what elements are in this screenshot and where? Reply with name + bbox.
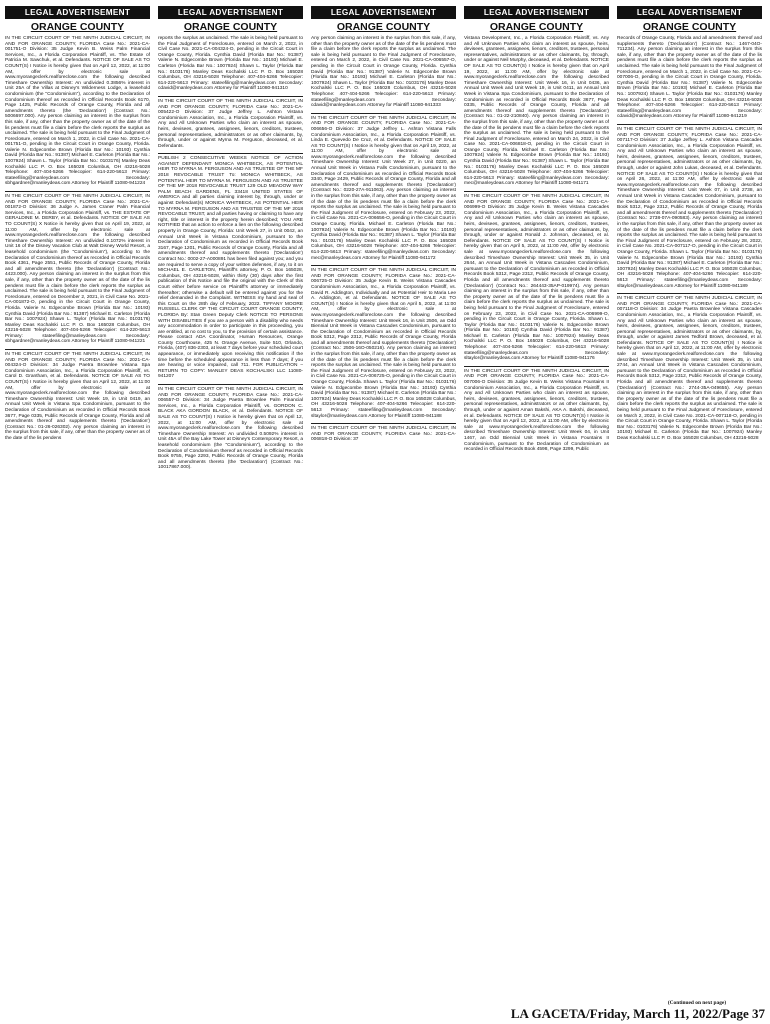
notice-divider [158, 384, 303, 385]
county-heading: ORANGE COUNTY [336, 21, 431, 33]
legal-notice: IN THE CIRCUIT COURT OF THE NINTH JUDICIAL CIRCUIT, IN AND FOR ORANGE COUNTY, FLORIDA Case No.: 2021-CA-006999-O Division: 35 Judge Kevin B. Weiss Vistana Cascades Condominium Association, Inc., a Florida Corporation Plaintiff, vs. Any and All Unknown Parties who claim an interest as spouse, heirs, devisees, grantees, assignees, lienors, creditors, trustees, personal representatives, administrators or as other claimants, by, through, under or against Ronald J. Johnson, deceased, et al. Defendants. NOTICE OF SALE AS TO COUNT(S) I Notice is hereby given that on April 5, 2022, at 11:00 AM, offer by electronic sale at www.myorangeclerk.realforeclose.com the following described Timeshare Ownership Interest: Unit Week 35, in Unit 2644, an Annual Unit Week in Vistana Cascades Condominium, pursuant to the Declaration of Condominium as recorded in Official Records Book 5312, Page 2312, Public Records of Orange County, Florida and all amendments thereof and supplements thereto ('Declaration') (Contract No.: 264443-35AP-019974). Any person claiming an interest in the surplus from this sale, if any, other than the property owner as of the date of the lis pendens must file a claim before the clerk reports the surplus as unclaimed. The sale is being held pursuant to the Final Judgment of Foreclosure, entered on February 23, 2022, in Civil Case No. 2021-CA-006999-O, pending in the Circuit Court in Orange County, Florida. Shawn L. Taylor (Florida Bar No.: 0103176) Valerie N. Edgecombe Brown (Florida Bar No.: 10193) Cynthia David (Florida Bar No.: 91387) Michael E. Carleton (Florida Bar No.: 1007924) Manley Deas Kochalski LLC P. O. Box 165028 Columbus, OH 43216-5028 Telephone: 407-404-5266 Telecopier: 614-220-5613 Primary: stateefiling@manleydeas.com Secondary: sltaylor@manleydeas.com Attorney for Plaintiff 11080-941176 [464, 194, 609, 362]
legal-advertisement-header: LEGAL ADVERTISEMENT [617, 6, 762, 19]
legal-notice: IN THE CIRCUIT COURT OF THE NINTH JUDICIAL CIRCUIT, IN AND FOR ORANGE COUNTY, FLORIDA Case No.: 2021-CA-006725-O Division: 35 Judge Kevin B. Weiss Vistana Cascades Condominium Association, Inc., a Florida Corporation Plaintiff, vs. David R. Addington, Individually and as Potential Heir to Maria Lee A. Addington, et al. Defendants. NOTICE OF SALE AS TO COUNT(S) I Notice is hereby given that on April 5, 2022, at 11:00 AM, offer by electronic sale at www.myorangeclerk.realforeclose.com the following described Timeshare Ownership Interest: Unit Week 16, in Unit 2506, an Odd Biennial Unit Week in Vistana Cascades Condominium, pursuant to the Declaration of Condominium as recorded in Official Records Book 5312, Page 2312, Public Records of Orange County, Florida and all amendments thereof and supplements thereto ('Declaration') (Contract No.: 2506-16O-050216). Any person claiming an interest in the surplus from this sale, if any, other than the property owner as of the date of the lis pendens must file a claim before the clerk reports the surplus as unclaimed. The sale is being held pursuant to the Final Judgment of Foreclosure, entered on February 23, 2022, in Civil Case No. 2021-CA-006725-O, pending in the Circuit Court in Orange County, Florida. Shawn L. Taylor (Florida Bar No.: 0103176) Valerie N. Edgecombe Brown (Florida Bar No.: 10193) Cynthia David (Florida Bar No.: 91387) Michael E. Carleton (Florida Bar No.: 1007924) Manley Deas Kochalski LLC P. O. Box 165028 Columbus, OH 43216-5028 Telephone: 407-404-5266 Telecopier: 614-220-5613 Primary: stateefiling@manleydeas.com Secondary: sltaylor@manleydeas.com Attorney for Plaintiff 11080-941188 [311, 268, 456, 419]
legal-notice: IN THE CIRCUIT COURT OF THE NINTH JUDICIAL CIRCUIT, IN AND FOR ORANGE COUNTY, FLORIDA Case No.: 2021-CA-001872-O Division: 36 Judge A. James Craner Palm Financial Services, Inc., a Florida Corporation Plaintiff, vs. THE ESTATE OF GERALDINE M. DERBY, et al. Defendants. NOTICE OF SALE AS TO COUNT(S) X Notice is hereby given that on April 19, 2022, at 11:00 AM, offer by electronic sale at www.myorangeclerk.realforeclose.com the following described Timeshare Ownership Interest: An undivided 0.1072% interest in Unit 16 of the Disney Vacation Club at Walt Disney World Resort, a leasehold condominium (the "Condominium"), according to the Declaration of Condominium thereof as recorded in Official Records Book 4361, Page 2551, Public Records of Orange County, Florida and all amendments thereto (the 'Declaration') (Contract No.: 4423.000). Any person claiming an interest in the surplus from this sale, if any, other than the property owner as of the date of the lis pendens must file a claim before the clerk reports the surplus as unclaimed. The sale is being held pursuant to the Final Judgment of Foreclosure, entered on December 2, 2021, in Civil Case No. 2021-CA-001872-O, pending in the Circuit Court in Orange County, Florida. Valerie N. Edgecombe Brown (Florida Bar No.: 10193) Cynthia David (Florida Bar No.: 91387) Michael E. Carleton (Florida Bar No.: 1007924) Shawn L. Taylor (Florida Bar No.: 0103176) Manley Deas Kochalski LLC P. O. Box 165028 Columbus, OH 43216-5028 Telephone: 407-404-5266 Telecopier: 614-220-5613 Primary: stateefiling@manleydeas.com Secondary: sbhgardner@manleydeas.com Attorney for Plaintiff 11080-941221 [5, 194, 150, 345]
notice-divider [5, 349, 150, 350]
column-1 [5, 6, 150, 996]
column-body [464, 36, 609, 453]
legal-notice: IN THE CIRCUIT COURT OF THE NINTH JUDICIAL CIRCUIT, IN AND FOR ORANGE COUNTY, FLORIDA Case No.: 2021-CA-005422-O Division: 37 Judge Jeffrey L. Ashton Vistana Condominium Association, Inc., a Florida Corporation Plaintiff, vs. Any and All Unknown Parties who claim an interest as spouse, heirs, devisees, grantees, assignees, lienors, creditors, trustees, personal representatives, administrators or as other claimants, by, through, under or against Myrna M. Ferguson, deceased, et al. Defendants. [158, 98, 303, 149]
notice-divider [617, 293, 762, 294]
notice-divider [311, 113, 456, 114]
legal-notice: PUBLISH 2 CONSECUTIVE WEEKS NOTICE OF ACTION AGAINST DEFENDANT MONICA WHITBECK, AS POTENTIAL HEIR TO MYRNA M. FERGUSON AND AS TRUSTEE OF THE MF 2018 REVOCABLE TRUST To: MONICA WHITBECK, AS POTENTIAL HEIR TO MYRNA M. FERGUSON AND AS TRUSTEE OF THE MF 2018 REVOCABLE TRUST 129 OLD MEADOW WAY PALM BEACH GARDENS, FL 33418 UNITED STATES OF AMERICA and all parties claiming interest by, through, under or against Defendant(s) MONICA WHITBECK, AS POTENTIAL HEIR TO MYRNA M. FERGUSON AND AS TRUSTEE OF THE MF 2018 REVOCABLE TRUST, and all parties having or claiming to have any right, title or interest in the property herein described; YOU ARE NOTIFIED that an action to enforce a lien on the following described property in Orange County, Florida: Unit Week 27, in Unit 0042, an Annual Unit Week in Vistana Condominium, pursuant to the Declaration of Condominium as recorded in Official Records Book 3167, Page 1201, Public Records of Orange County, Florida and all amendments thereof and supplements thereto ('Declaration') Contract No.: 0002-27-A000891 has been filed against you; and you are required to serve a copy of your written defenses, if any, to it on MICHAEL E. CARLETON, Plaintiff's attorney, P. O. Box 165028, Columbus, OH 43216-5028, within thirty (30) days after the first publication of this Notice and file the original with the Clerk of this Court either before service on Plaintiff's attorney or immediately thereafter; otherwise a default will be entered against you for the relief demanded in the Complaint. WITNESS my hand and seal of this Court on the 28th day of February, 2022. TIFFANY MOORE RUSSELL CLERK OF THE CIRCUIT COURT ORANGE COUNTY, FLORIDA By: Stan Green Deputy Clerk NOTICE TO PERSONS WITH DISABILITIES If you are a person with a disability who needs any accommodation in order to participate in this proceeding, you are entitled, at no cost to you, to the provision of certain assistance. Please contact ADA Coordinator, Human Resources, Orange County Courthouse, 425 N. Orange Avenue, Suite 510, Orlando, Florida, (407) 836-2303, at least 7 days before your scheduled court appearance, or immediately upon receiving this notification if the time before the scheduled appearance is less than 7 days; if you are hearing or voice impaired, call 711. FOR PUBLICATION – RETURN TO COPY: MANLEY DEAS KOCHALSKI LLC 11080-941207 [158, 156, 303, 380]
legal-notice: Vistana Development, Inc., a Florida Corporation Plaintiff, vs. Any and All Unknown Parties who claim an interest as spouse, heirs, devisees, grantees, assignees, lienors, creditors, trustees, personal representatives, administrators or as other claimants, by, through, under or against Neil Murphy, deceased, et al. Defendants. NOTICE OF SALE AS TO COUNT(S) I Notice is hereby given that on April 19, 2022, at 11:00 AM, offer by electronic sale at www.myorangeclerk.realforeclose.com the following described Timeshare Ownership Interest: Unit Week 16, in Unit 0436, an Annual Unit Week and Unit Week 19, in Unit 0411, an Annual Unit Week in Vistana Spa Condominium, pursuant to the Declaration of Condominium as recorded in Official Records Book 3677, Page 0335, Public Records of Orange County, Florida and all amendments thereof and supplements thereto ('Declaration') (Contract No.: 01-22-210840). Any person claiming an interest in the surplus from this sale, if any, other than the property owner as of the date of the lis pendens must file a claim before the clerk reports the surplus as unclaimed. The sale is being held pursuant to the Final Judgment of Foreclosure, entered on March 24, 2022, in Civil Case No. 2021-CA-006818-O, pending in the Circuit Court in Orange County, Florida. Michael E. Carleton (Florida Bar No.: 1007924) Valerie N. Edgecombe Brown (Florida Bar No.: 10193) Cynthia David (Florida Bar No.: 91387) Shawn L. Taylor (Florida Bar No.: 0103176) Manley Deas Kochalski LLC P. O. Box 165028 Columbus, OH 43216-5028 Telephone: 407-404-5266 Telecopier: 614-220-5613 Primary: stateefiling@manleydeas.com Secondary: mec@manleydeas.com Attorney for Plaintiff 11080-941171 [464, 36, 609, 187]
legal-advertisement-header: LEGAL ADVERTISEMENT [158, 6, 303, 19]
legal-advertisement-header: LEGAL ADVERTISEMENT [464, 6, 609, 19]
legal-notice: Records of Orange County, Florida and all amendments thereof and supplements thereto ('Declaration') (Contract No.: 1467-04O-711234). Any person claiming an interest in the surplus from this sale, if any, other than the property owner as of the date of the lis pendens must file a claim before the clerk reports the surplus as unclaimed. The sale is being held pursuant to the Final Judgment of Foreclosure, entered on March 1, 2022, in Civil Case No. 2021-CA-007006-O, pending in the Circuit Court in Orange County, Florida. Cynthia David (Florida Bar No.: 91387) Valerie N. Edgecombe Brown (Florida Bar No.: 10193) Michael E. Carleton (Florida Bar No.: 1007924) Shawn L. Taylor (Florida Bar No.: 0103176) Manley Deas Kochalski LLC P. O. Box 165028 Columbus, OH 43216-5028 Telephone: 407-404-5266 Telecopier: 614-220-5613 Primary: stateefiling@manleydeas.com Secondary: cdavid@manleydeas.com Attorney for Plaintiff 11080-941219 [617, 36, 762, 120]
column-3 [311, 6, 456, 996]
notice-divider [617, 124, 762, 125]
notice-divider [311, 423, 456, 424]
column-body [617, 36, 762, 442]
legal-notice: IN THE CIRCUIT COURT OF THE NINTH JUDICIAL CIRCUIT, IN AND FOR ORANGE COUNTY, FLORIDA Case No.: 2021-CA-004324-O Division: 34 Judge Paetra Brownlee Vistana Spa Condominium Association, Inc., a Florida Corporation Plaintiff, vs. Carol D. Grantham, et al. Defendants. NOTICE OF SALE AS TO COUNT(S) I Notice is hereby given that on April 12, 2022, at 11:00 AM, offer by electronic sale at www.myorangeclerk.realforeclose.com the following described Timeshare Ownership Interest: Unit Week 19, in Unit 0419, an Annual Unit Week in Vistana Spa Condominium, pursuant to the Declaration of Condominium as recorded in Official Records Book 3677, Page 0335, Public Records of Orange County, Florida and all amendments thereof and supplements thereto ('Declaration') (Contract No.: 01-26-026302). Any person claiming an interest in the surplus from this sale, if any, other than the property owner as of the date of the lis pendens [5, 352, 150, 441]
column-5 [617, 6, 762, 996]
notice-divider [311, 265, 456, 266]
column-body [311, 36, 456, 443]
county-heading: ORANGE COUNTY [183, 21, 278, 33]
legal-advertisement-header: LEGAL ADVERTISEMENT [311, 6, 456, 19]
legal-notice: reports the surplus as unclaimed. The sale is being held pursuant to the Final Judgment of Foreclosure, entered on March 2, 2022, in Civil Case No. 2021-CA-004324-O, pending in the Circuit Court in Orange County, Florida. Cynthia David (Florida Bar No.: 91387) Valerie N. Edgecombe Brown (Florida Bar No.: 10193) Michael E. Carleton (Florida Bar No.: 1007924) Shawn L. Taylor (Florida Bar No.: 0103176) Manley Deas Kochalski LLC P. O. Box 165028 Columbus, OH 43216-5028 Telephone: 407-404-5266 Telecopier: 614-220-5613 Primary: stateefiling@manleydeas.com Secondary: cdavid@manleydeas.com Attorney for Plaintiff 11080-941310 [158, 36, 303, 92]
legal-notice: IN THE CIRCUIT COURT OF THE NINTH JUDICIAL CIRCUIT, IN AND FOR ORANGE COUNTY, FLORIDA Case No.: 2021-CA-007117-O Division: 37 Judge Jeffrey L. Ashton Vistana Cascades Condominium Association, Inc., a Florida Corporation Plaintiff, vs. Any and All Unknown Parties who claim an interest as spouse, heirs, devisees, grantees, assignees, lienors, creditors, trustees, personal representatives, administrators or as other claimants, by, through, under or against John Lukas, deceased, et al. Defendants. NOTICE OF SALE AS TO COUNT(S) I Notice is hereby given that on April 26, 2022, at 11:00 AM, offer by electronic sale at www.myorangeclerk.realforeclose.com the following described Timeshare Ownership Interest: Unit Week 07, in Unit 2738, an Annual Unit Week in Vistana Cascades Condominium, pursuant to the Declaration of Condominium as recorded in Official Records Book 5312, Page 2312, Public Records of Orange County, Florida and all amendments thereof and supplements thereto ('Declaration') (Contract No.: 2738-07A-090583). Any person claiming an interest in the surplus from this sale, if any, other than the property owner as of the date of the lis pendens must file a claim before the clerk reports the surplus as unclaimed. The sale is being held pursuant to the Final Judgment of Foreclosure, entered on February 28, 2022, in Civil Case No. 2021-CA-007117-O, pending in the Circuit Court in Orange County, Florida. Shawn L. Taylor (Florida Bar No.: 0103176) Valerie N. Edgecombe Brown (Florida Bar No.: 10193) Cynthia David (Florida Bar No.: 91387) Michael E. Carleton (Florida Bar No.: 1007924) Manley Deas Kochalski LLC P. O. Box 165028 Columbus, OH 43216-5028 Telephone: 407-404-5266 Telecopier: 614-220-5613 Primary: stateefiling@manleydeas.com Secondary: sltaylor@manleydeas.com Attorney for Plaintiff 11080-941189 [617, 126, 762, 289]
notice-divider [158, 96, 303, 97]
notice-divider [464, 366, 609, 367]
column-4 [464, 6, 609, 996]
county-heading: ORANGE COUNTY [642, 21, 737, 33]
legal-notice: IN THE CIRCUIT COURT OF THE NINTH JUDICIAL CIRCUIT, IN AND FOR ORANGE COUNTY, FLORIDA Case No.: 2021-CA-001751-O Division: 35 Judge Kevin B. Weiss Palm Financial Services, Inc., a Florida Corporation Plaintiff, vs. The Estate of Patricia M. Sawchuk, et al. Defendants. NOTICE OF SALE AS TO COUNT(S) I Notice is hereby given that on April 12, 2022, at 11:00 AM, offer by electronic sale at www.myorangeclerk.realforeclose.com the following described Timeshare Ownership Interest: An undivided 0.3856% interest in Unit 25A of the Villas at Disney's Wilderness Lodge, a leasehold condominium (the "Condominium"), according to the Declaration of Condominium thereof as recorded in Official Records Book 6170, Page 1425, Public Records of Orange County, Florida and all amendments thereto (the 'Declaration') (Contract No.: 5006697.000). Any person claiming an interest in the surplus from this sale, if any, other than the property owner as of the date of the lis pendens must file a claim before the clerk reports the surplus as unclaimed. The sale is being held pursuant to the Final Judgment of Foreclosure, entered on March 1, 2022, in Civil Case No. 2021-CA-001751-O, pending in the Circuit Court in Orange County, Florida. Valerie N. Edgecombe Brown (Florida Bar No.: 10193) Cynthia David (Florida Bar No.: 91387) Michael E. Carleton (Florida Bar No.: 1007924) Shawn L. Taylor (Florida Bar No.: 0103176) Manley Deas Kochalski LLC P. O. Box 165028 Columbus, OH 43216-5028 Telephone: 407-404-5266 Telecopier: 614-220-5613 Primary: stateefiling@manleydeas.com Secondary: sbhgardner@manleydeas.com Attorney for Plaintiff 11080-941224 [5, 36, 150, 187]
notice-divider [5, 191, 150, 192]
continued-note: (Continued on next page) [667, 1000, 727, 1006]
legal-notice: Any person claiming an interest in the surplus from this sale, if any, other than the property owner as of the date of the lis pendens must file a claim before the clerk reports the surplus as unclaimed. The sale is being held pursuant to the Final Judgment of Foreclosure, entered on March 2, 2022, in Civil Case No. 2021-CA-006557-O, pending in the Circuit Court in Orange County, Florida. Cynthia David (Florida Bar No.: 91387) Valerie N. Edgecombe Brown (Florida Bar No.: 10193) Michael E. Carleton (Florida Bar No.: 1007924) Shawn L. Taylor (Florida Bar No.: 0103176) Manley Deas Kochalski LLC P. O. Box 165028 Columbus, OH 43216-5028 Telephone: 407-404-5266 Telecopier: 614-220-5613 Primary: stateefiling@manleydeas.com Secondary: cdavid@manleydeas.com Attorney for Plaintiff 11080-941333 [311, 36, 456, 109]
legal-notice: IN THE CIRCUIT COURT OF THE NINTH JUDICIAL CIRCUIT, IN AND FOR ORANGE COUNTY, FLORIDA Case No.: 2021-CA-007118-O Division: 34 Judge Paetra Brownlee Vistana Cascades Condominium Association, Inc., a Florida Corporation Plaintiff, vs. Any and All Unknown Parties who claim an interest as spouse, heirs, devisees, grantees, assignees, lienors, creditors, trustees, personal representatives, administrators or as other claimants, by, through, under or against James Tedford Brown, deceased, et al. Defendants. NOTICE OF SALE AS TO COUNT(S) I Notice is hereby given that on April 12, 2022, at 11:00 AM, offer by electronic sale at www.myorangeclerk.realforeclose.com the following described Timeshare Ownership Interest: Unit Week 35, in Unit 2744, an Annual Unit Week in Vistana Cascades Condominium, pursuant to the Declaration of Condominium as recorded in Official Records Book 5312, Page 2312, Public Records of Orange County, Florida and all amendments thereof and supplements thereto ('Declaration') (Contract No.: 2744-35A-049655). Any person claiming an interest in the surplus from this sale, if any, other than the property owner as of the date of the lis pendens must file a claim before the clerk reports the surplus as unclaimed. The sale is being held pursuant to the Final Judgment of Foreclosure, entered on March 2, 2022, in Civil Case No. 2021-CA-007118-O, pending in the Circuit Court in Orange County, Florida. Shawn L. Taylor (Florida Bar No.: 0103176) Valerie N. Edgecombe Brown (Florida Bar No.: 10193) Michael E. Carleton (Florida Bar No.: 1007924) Manley Deas Kochalski LLC P. O. Box 165028 Columbus, OH 43216-5028 [617, 296, 762, 441]
column-body [5, 36, 150, 442]
notice-divider [158, 153, 303, 154]
column-body [158, 36, 303, 471]
legal-advertisement-header: LEGAL ADVERTISEMENT [5, 6, 150, 19]
legal-notice: IN THE CIRCUIT COURT OF THE NINTH JUDICIAL CIRCUIT, IN AND FOR ORANGE COUNTY, FLORIDA Case No.: 2021-CA-006818-O Division: 37 [311, 426, 456, 443]
publication-footer: LA GACETA/Friday, March 11, 2022/Page 37 [510, 1006, 765, 1021]
legal-notice: IN THE CIRCUIT COURT OF THE NINTH JUDICIAL CIRCUIT, IN AND FOR ORANGE COUNTY, FLORIDA Case No.: 2021-CA-006656-O Division: 37 Judge Jeffrey L. Ashton Vistana Falls Condominium Association, Inc., a Florida Corporation Plaintiff, vs. Linda E. Quevedo De Cruz, et al. Defendants. NOTICE OF SALE AS TO COUNT(S) I Notice is hereby given that on April 19, 2022, at 11:00 AM, offer by electronic sale at www.myorangeclerk.realforeclose.com the following described Timeshare Ownership Interest: Unit Week 27, in Unit 0220, an Annual Unit Week in Vistana Falls Condominium, pursuant to the Declaration of Condominium as recorded in Official Records Book 3340, Page 2429, Public Records of Orange County, Florida and all amendments thereof and supplements thereto ('Declaration') (Contract No.: 0220-27A-911063). Any person claiming an interest in the surplus from this sale, if any, other than the property owner as of the date of the lis pendens must file a claim before the clerk reports the surplus as unclaimed. The sale is being held pursuant to the Final Judgment of Foreclosure, entered on February 23, 2022, in Civil Case No. 2021-CA-006656-O, pending in the Circuit Court in Orange County, Florida. Michael E. Carleton (Florida Bar No.: 1007924) Valerie N. Edgecombe Brown (Florida Bar No.: 10193) Cynthia David (Florida Bar No.: 91387) Shawn L. Taylor (Florida Bar No.: 0103176) Manley Deas Kochalski LLC P. O. Box 165028 Columbus, OH 43216-5028 Telephone: 407-404-5266 Telecopier: 614-220-5613 Primary: stateefiling@manleydeas.com Secondary: mec@manleydeas.com Attorney for Plaintiff 11080-941172 [311, 115, 456, 261]
column-2 [158, 6, 303, 996]
notice-divider [464, 191, 609, 192]
county-heading: ORANGE COUNTY [489, 21, 584, 33]
legal-notice: IN THE CIRCUIT COURT OF THE NINTH JUDICIAL CIRCUIT, IN AND FOR ORANGE COUNTY, FLORIDA Case No.: 2021-CA-006557-O Division: 34 Judge Paetra Brownlee Palm Financial Services, Inc., a Florida Corporation Plaintiff, vs. GORDON C. BLACK AKA GORDON BLACK, et al. Defendants. NOTICE OF SALE AS TO COUNT(S) I Notice is hereby given that on April 12, 2022, at 11:00 AM, offer by electronic sale at www.myorangeclerk.realforeclose.com the following described Timeshare Ownership Interest: An undivided 0.5092% interest in Unit 45A of the Bay Lake Tower at Disney's Contemporary Resort, a leasehold condominium (the "Condominium"), according to the Declaration of Condominium thereof as recorded in Official Records Book 9755, Page 2293, Public Records of Orange County, Florida and all amendments thereto (the 'Declaration') (Contract No.: 10017867.000). [158, 387, 303, 471]
legal-notice: IN THE CIRCUIT COURT OF THE NINTH JUDICIAL CIRCUIT, IN AND FOR ORANGE COUNTY, FLORIDA Case No.: 2021-CA-007006-O Division: 35 Judge Kevin B. Weiss Vistana Fountains II Condominium Association, Inc., a Florida Corporation Plaintiff, vs. Any and All Unknown Parties who claim an interest as spouse, heirs, devisees, grantees, assignees, lienors, creditors, trustees, personal representatives, administrators or as other claimants, by, through, under or against Aman Bakshi, AKA A. Bakshi, deceased, et al. Defendants. NOTICE OF SALE AS TO COUNT(S) I Notice is hereby given that on April 12, 2022, at 11:00 AM, offer by electronic sale at www.myorangeclerk.realforeclose.com the following described Timeshare Ownership Interest: Unit Week 04, in Unit 1467, an Odd Biennial Unit Week in Vistana Fountains II Condominium, pursuant to the Declaration of Condominium as recorded in Official Records Book 4598, Page 3299, Public [464, 368, 609, 453]
county-heading: ORANGE COUNTY [30, 21, 125, 33]
